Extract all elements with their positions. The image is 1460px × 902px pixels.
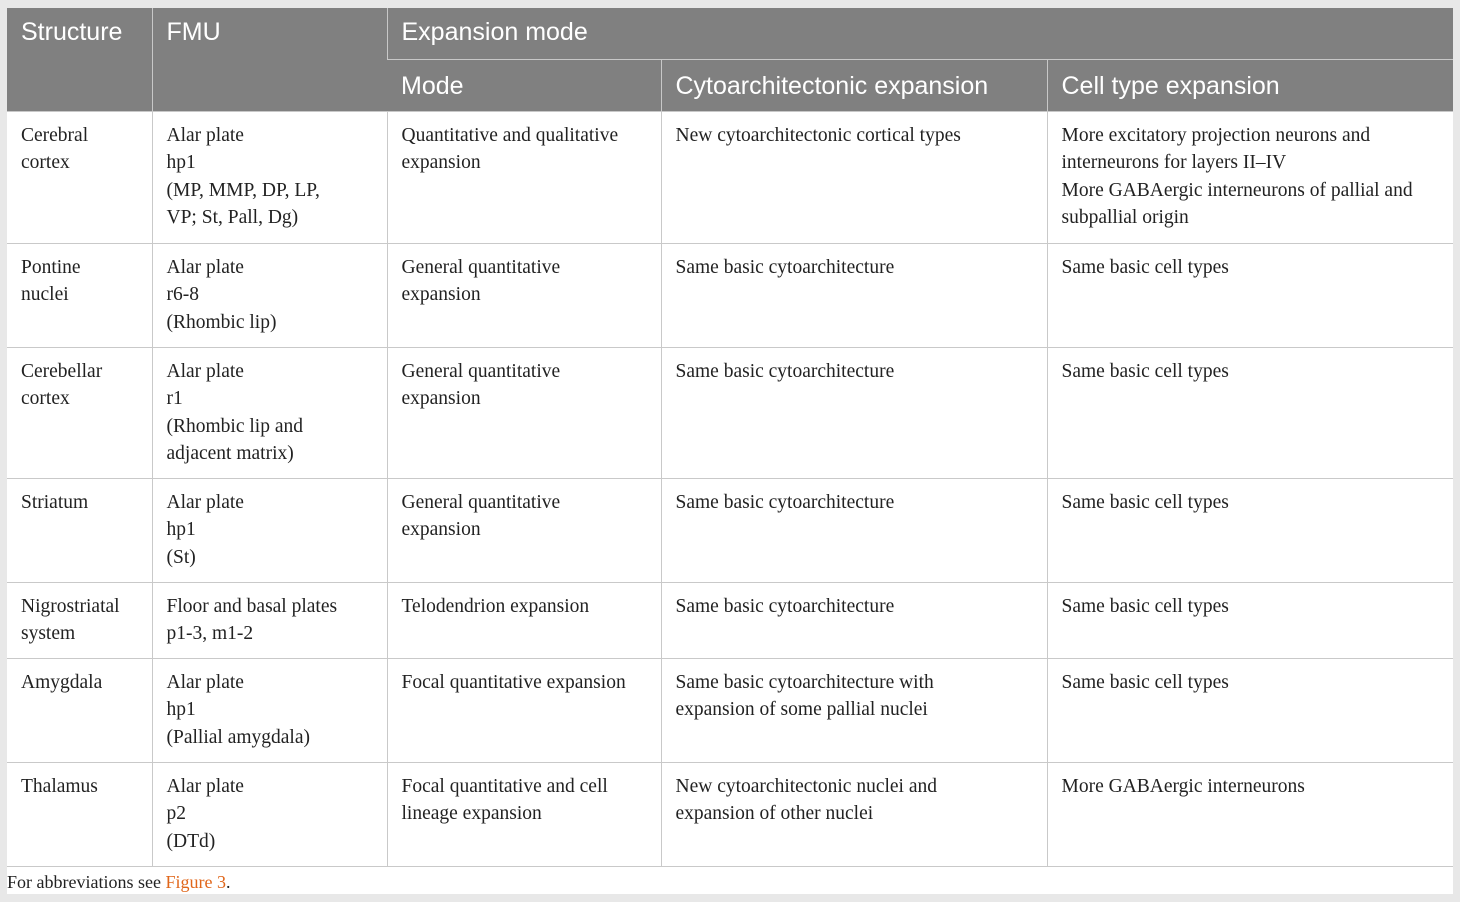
cell-line: subpallial origin bbox=[1061, 207, 1189, 228]
cell-fmu bbox=[152, 243, 387, 347]
cell-line: r6-8 bbox=[166, 284, 199, 305]
cell-cytoarchitectonic bbox=[661, 658, 1047, 762]
footnote-text: For abbreviations see bbox=[7, 872, 166, 892]
cell-mode bbox=[387, 347, 661, 478]
cell-line: Cerebellar bbox=[21, 360, 103, 382]
cell-structure bbox=[7, 658, 152, 762]
header-fmu: FMU bbox=[152, 8, 387, 111]
cell-line: Focal quantitative expansion bbox=[401, 671, 626, 693]
cell-line: Same basic cytoarchitecture bbox=[675, 595, 895, 617]
cell-fmu bbox=[152, 582, 387, 658]
cell-line: Same basic cytoarchitecture bbox=[675, 256, 895, 278]
cell-line: Focal quantitative and cell bbox=[401, 775, 608, 797]
cell-cell-type bbox=[1047, 243, 1453, 347]
cell-line: Alar plate bbox=[166, 775, 244, 797]
cell-structure bbox=[7, 478, 152, 582]
cell-fmu bbox=[152, 478, 387, 582]
cell-structure bbox=[7, 111, 152, 243]
table-row bbox=[7, 582, 1453, 658]
cell-line: Quantitative and qualitative bbox=[401, 124, 619, 146]
footnote-suffix: . bbox=[225, 872, 231, 892]
cell-line: interneurons for layers II–IV bbox=[1061, 152, 1287, 173]
cell-line: Alar plate bbox=[166, 124, 244, 146]
cell-line: (Rhombic lip and bbox=[166, 415, 303, 437]
cell-line: (Rhombic lip) bbox=[166, 311, 277, 333]
cell-line: Nigrostriatal bbox=[21, 595, 120, 617]
expansion-table bbox=[7, 8, 1453, 867]
table-header bbox=[7, 8, 1453, 111]
cell-line: (MP, MMP, DP, LP, bbox=[166, 179, 320, 201]
cell-structure bbox=[7, 582, 152, 658]
header-structure: Structure bbox=[7, 8, 152, 111]
cell-line: New cytoarchitectonic nuclei and bbox=[675, 775, 938, 797]
cell-line: expansion bbox=[401, 284, 481, 305]
cell-line: Same basic cell types bbox=[1061, 595, 1229, 617]
cell-line: Same basic cytoarchitecture with bbox=[675, 671, 934, 693]
cell-line: Same basic cell types bbox=[1061, 360, 1229, 382]
cell-cytoarchitectonic bbox=[661, 347, 1047, 478]
cell-line: Same basic cytoarchitecture bbox=[675, 360, 895, 382]
cell-line: Floor and basal plates bbox=[166, 595, 338, 617]
cell-fmu bbox=[152, 762, 387, 866]
cell-line: hp1 bbox=[166, 699, 196, 720]
cell-cell-type bbox=[1047, 582, 1453, 658]
cell-line: Same basic cell types bbox=[1061, 671, 1229, 693]
cell-line: VP; St, Pall, Dg) bbox=[166, 207, 299, 228]
cell-line: expansion bbox=[401, 388, 481, 409]
cell-fmu bbox=[152, 111, 387, 243]
cell-line: Same basic cell types bbox=[1061, 491, 1229, 513]
cell-line: cortex bbox=[21, 388, 70, 409]
cell-mode bbox=[387, 243, 661, 347]
cell-cell-type bbox=[1047, 658, 1453, 762]
cell-cytoarchitectonic bbox=[661, 478, 1047, 582]
cell-cell-type bbox=[1047, 478, 1453, 582]
table-row bbox=[7, 243, 1453, 347]
cell-line: General quantitative bbox=[401, 256, 561, 278]
cell-mode bbox=[387, 658, 661, 762]
cell-line: Alar plate bbox=[166, 360, 244, 382]
cell-line: More GABAergic interneurons of pallial and bbox=[1061, 179, 1413, 201]
cell-structure bbox=[7, 347, 152, 478]
cell-line: (Pallial amygdala) bbox=[166, 726, 310, 748]
header-cell-type: Cell type expansion bbox=[1047, 59, 1453, 111]
cell-line: (DTd) bbox=[166, 830, 216, 852]
cell-cytoarchitectonic bbox=[661, 582, 1047, 658]
cell-mode bbox=[387, 762, 661, 866]
cell-cytoarchitectonic bbox=[661, 762, 1047, 866]
cell-line: hp1 bbox=[166, 152, 196, 173]
cell-line: Striatum bbox=[21, 491, 89, 513]
cell-mode bbox=[387, 582, 661, 658]
cell-line: Telodendrion expansion bbox=[401, 595, 590, 617]
cell-fmu bbox=[152, 347, 387, 478]
footnote bbox=[7, 872, 230, 893]
cell-line: p1-3, m1-2 bbox=[166, 623, 254, 644]
cell-line: New cytoarchitectonic cortical types bbox=[675, 124, 961, 146]
cell-line: expansion of some pallial nuclei bbox=[675, 699, 928, 720]
table-frame bbox=[7, 8, 1453, 894]
cell-line: More excitatory projection neurons and bbox=[1061, 124, 1371, 146]
cell-cytoarchitectonic bbox=[661, 111, 1047, 243]
cell-line: Pontine bbox=[21, 256, 81, 278]
cell-line: Amygdala bbox=[21, 671, 103, 693]
figure-link[interactable]: Figure 3 bbox=[165, 872, 226, 892]
cell-line: nuclei bbox=[21, 284, 69, 305]
table-row bbox=[7, 658, 1453, 762]
cell-line: Alar plate bbox=[166, 256, 244, 278]
cell-line: hp1 bbox=[166, 519, 196, 540]
header-cytoarchitectonic: Cytoarchitectonic expansion bbox=[661, 59, 1047, 111]
cell-line: (St) bbox=[166, 546, 196, 568]
table-row bbox=[7, 478, 1453, 582]
table-body bbox=[7, 111, 1453, 866]
cell-line: r1 bbox=[166, 388, 183, 409]
cell-mode bbox=[387, 111, 661, 243]
cell-line: Same basic cell types bbox=[1061, 256, 1229, 278]
cell-line: cortex bbox=[21, 152, 70, 173]
cell-cell-type bbox=[1047, 347, 1453, 478]
cell-line: expansion bbox=[401, 519, 481, 540]
table-row bbox=[7, 347, 1453, 478]
header-expansion-mode: Expansion mode bbox=[387, 8, 1453, 59]
cell-mode bbox=[387, 478, 661, 582]
cell-structure bbox=[7, 762, 152, 866]
cell-cytoarchitectonic bbox=[661, 243, 1047, 347]
cell-line: More GABAergic interneurons bbox=[1061, 775, 1305, 797]
cell-line: Alar plate bbox=[166, 671, 244, 693]
cell-line: General quantitative bbox=[401, 491, 561, 513]
header-mode: Mode bbox=[387, 59, 661, 111]
cell-structure bbox=[7, 243, 152, 347]
cell-line: system bbox=[21, 623, 76, 644]
cell-line: expansion bbox=[401, 152, 481, 173]
cell-line: lineage expansion bbox=[401, 803, 542, 824]
cell-line: Cerebral bbox=[21, 124, 89, 146]
table-row bbox=[7, 111, 1453, 243]
cell-line: General quantitative bbox=[401, 360, 561, 382]
cell-line: Thalamus bbox=[21, 775, 98, 797]
cell-line: p2 bbox=[166, 803, 186, 824]
cell-line: Same basic cytoarchitecture bbox=[675, 491, 895, 513]
cell-fmu bbox=[152, 658, 387, 762]
cell-cell-type bbox=[1047, 111, 1453, 243]
cell-line: adjacent matrix) bbox=[166, 443, 294, 464]
cell-cell-type bbox=[1047, 762, 1453, 866]
cell-line: expansion of other nuclei bbox=[675, 803, 874, 824]
cell-line: Alar plate bbox=[166, 491, 244, 513]
table-row bbox=[7, 762, 1453, 866]
